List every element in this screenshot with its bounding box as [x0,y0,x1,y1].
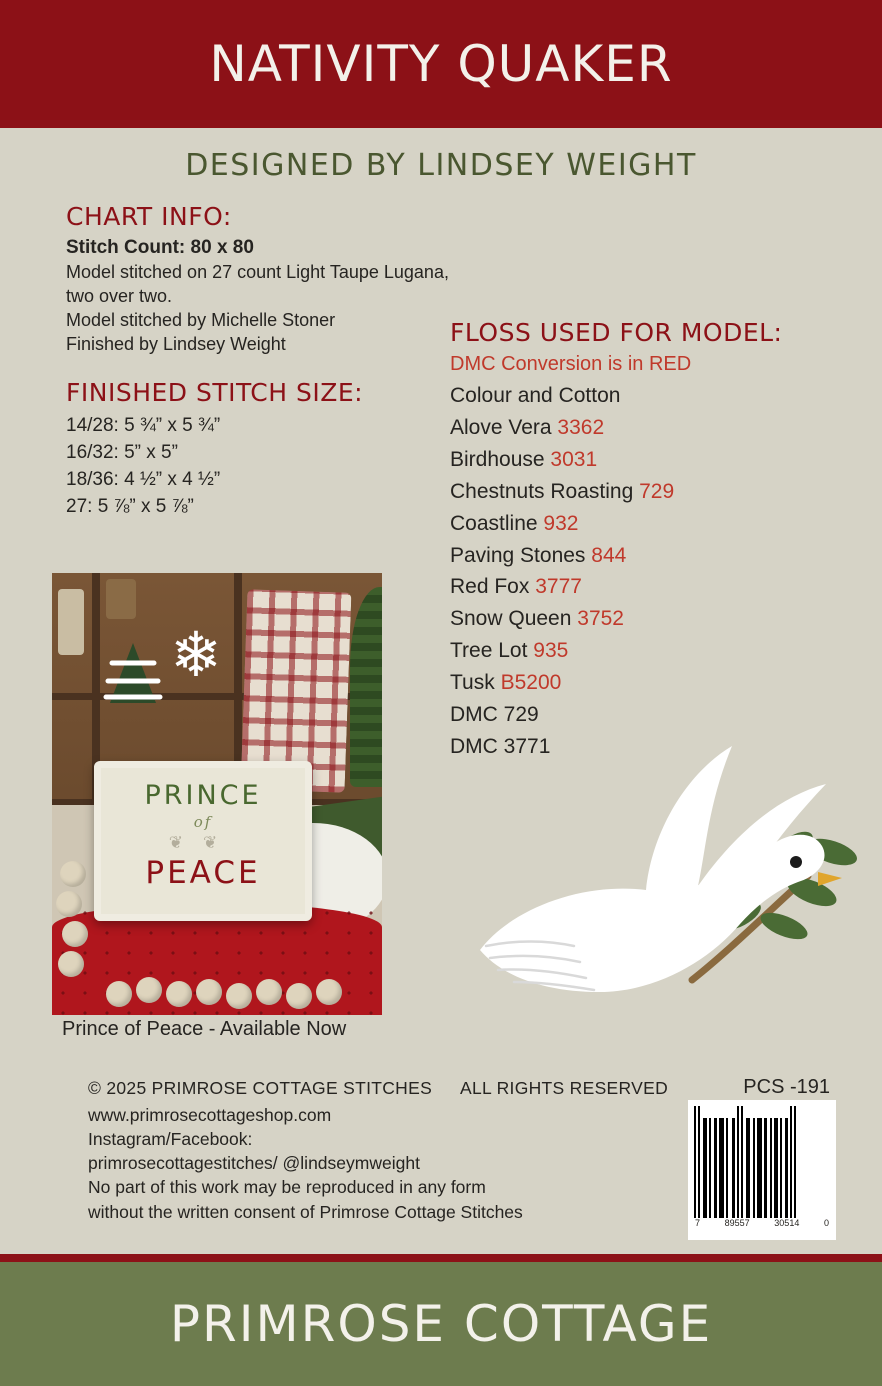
photo-scene [52,573,382,1015]
floss-item-name: Paving Stones [450,543,586,567]
product-photo [52,573,382,1015]
floss-brand: Colour and Cotton [450,384,621,407]
floss-item-code: 932 [543,511,579,535]
floss-item-name: Snow Queen [450,607,572,631]
banner-divider [0,1254,882,1262]
floss-item-code: B5200 [500,671,562,695]
floss-heading: FLOSS USED FOR MODEL: [450,318,783,347]
chart-info-section [66,202,466,357]
floss-item-code: 3777 [535,575,582,599]
product-code: PCS -191 [743,1076,830,1098]
chart-info-heading: CHART INFO: [66,202,232,231]
barcode-bars [694,1106,830,1218]
jar [106,579,136,619]
floss-item-name: Red Fox [450,575,530,599]
finished-size-heading: FINISHED STITCH SIZE: [66,378,364,407]
page-title: NATIVITY QUAKER [209,35,673,93]
floss-item-name: Coastline [450,511,538,535]
floss-item-name: Tree Lot [450,639,528,663]
pillow-line-1: PRINCE [144,780,262,811]
pillow-line-2: of [193,813,213,831]
floss-item [450,635,870,667]
rights-text: ALL RIGHTS RESERVED [460,1078,669,1098]
floss-item-code: 935 [533,639,569,663]
white-tree-ornament [102,641,164,707]
copyright-line [88,1078,708,1099]
finished-size-line: 27: 5 ⅞” x 5 ⅞” [66,495,194,517]
barcode [688,1100,836,1240]
wood-bead-garland [106,977,376,1011]
finished-size-line: 14/28: 5 ¾” x 5 ¾” [66,415,221,436]
floss-item-name: DMC 3771 [450,734,551,758]
stitch-count: Stitch Count: 80 x 80 [66,237,254,258]
barcode-digit: 7 [695,1218,701,1228]
reproduction-notice: without the written consent of Primrose Cottage Stitches [88,1201,523,1222]
floss-item [450,540,870,572]
floss-item [450,603,870,635]
jar [58,589,84,655]
floss-item [450,571,870,603]
top-banner [0,0,882,128]
designer-line: DESIGNED BY LINDSEY WEIGHT [185,148,697,183]
chart-info-line: Model stitched by Michelle Stoner [66,309,336,330]
floss-section [450,318,870,763]
floss-item-code: 3362 [557,415,605,439]
finished-size-section [66,378,466,521]
barcode-digits [694,1218,830,1228]
brand-name: PRIMROSE COTTAGE [169,1295,713,1353]
reproduction-notice: No part of this work may be reproduced in any form [88,1177,486,1198]
copyright-text: © 2025 PRIMROSE COTTAGE STITCHES [88,1078,433,1098]
floss-item-name: Alove Vera [450,415,552,439]
floss-item [450,508,870,540]
floss-item-code: 729 [639,479,675,503]
wood-bead-garland [54,861,110,991]
barcode-digit: 0 [823,1218,829,1228]
brand-banner [0,1262,882,1386]
floss-item-code: 844 [591,543,627,567]
pillow-line-3: PEACE [145,855,261,891]
photo-caption: Prince of Peace - Available Now [62,1018,347,1040]
floss-item [450,444,870,476]
pillow-dove-motifs: ❦❦ [168,833,238,852]
chart-info-line: Model stitched on 27 count Light Taupe Lugana, two over two. [66,262,449,306]
chart-info-line: Finished by Lindsey Weight [66,333,286,354]
footer-text [88,1078,708,1224]
floss-item-code: 3752 [577,607,624,631]
floss-item [450,667,870,699]
floss-item-name: DMC 729 [450,703,539,727]
dmc-conversion-note: DMC Conversion is in RED [450,353,692,375]
prince-of-peace-pillow [94,761,312,921]
dove-illustration [440,700,870,1030]
floss-item-name: Chestnuts Roasting [450,479,634,503]
social-handles[interactable]: primrosecottagestitches/ @lindseymweight [88,1153,420,1174]
floss-item-name: Birdhouse [450,447,545,471]
social-label: Instagram/Facebook: [88,1129,253,1150]
floss-item-code: 3031 [550,447,598,471]
finished-size-line: 18/36: 4 ½” x 4 ½” [66,468,221,490]
floss-item [450,412,870,444]
floss-item [450,476,870,508]
website-link[interactable]: www.primrosecottageshop.com [88,1105,332,1125]
floss-item-name: Tusk [450,671,495,695]
finished-size-line: 16/32: 5” x 5” [66,441,178,463]
barcode-digit: 30514 [774,1218,800,1228]
barcode-digit: 89557 [724,1218,750,1228]
snowflake-ornament: ❄ [170,621,222,690]
